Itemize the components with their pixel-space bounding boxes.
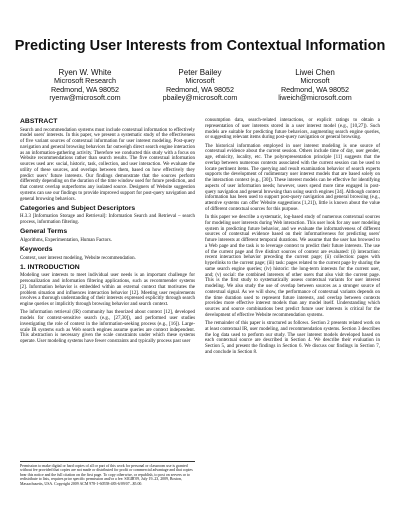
author-name: Liwei Chen — [295, 68, 335, 77]
keywords-heading: Keywords — [20, 246, 53, 253]
terms-heading: General Terms — [20, 228, 68, 236]
author-city: Redmond, WA 98052 — [165, 84, 235, 94]
categories-text: H.3.3 [Information Storage and Retrieval]: Information Search and Retrieval – search process, information filtering. — [20, 214, 195, 225]
left-column — [20, 118, 195, 504]
author-affiliation: Microsoft — [185, 76, 215, 86]
body-paragraph: consumption data, search-related interactions, or explicit ratings to obtain a representation of user interests stored in a user interest model (e.g., [10,27]). Such models are suitable for predicting future behaviors, augmenting search engine queries, or suggesting relevant items during post-query navigation or general browsing. — [205, 118, 380, 141]
author-city: Redmond, WA 98052 — [280, 84, 350, 94]
terms-text: Algorithms, Experimentation, Human Factors. — [20, 237, 112, 243]
author-1 — [20, 69, 150, 103]
author-2 — [135, 69, 265, 103]
body-paragraph: The historical information employed in user interest modeling is one source of contextual evidence about the current session. Others include time of day, user gender, age, ethnicity, locality, etc. The polyrepresentation principle [11] suggests that the overlap between numerous contexts associated with the current session can be used to locate pertinent items. The querying and result examination behavior of search experts supports the development of rudimentary user interest models that are based solely on the interaction context (e.g., [30]). These interest models can be effective for identifying aspects of user information needs; however, users spend more time engaged in post-query navigation and general browsing than using search engines [34]. Although context information has been used to support post-query navigation and general browsing (e.g., attentive systems can offer Website suggestions [1,21]), little is known about the value of different contextual sources for this purpose. — [205, 143, 380, 212]
right-column — [205, 118, 380, 504]
categories-heading: Categories and Subject Descriptors — [20, 204, 136, 212]
introduction-heading: 1. INTRODUCTION — [20, 263, 80, 271]
author-name: Ryen W. White — [58, 68, 112, 77]
author-email: ryenw@microsoft.com — [49, 93, 121, 103]
body-paragraph: In this paper we describe a systematic, log-based study of numerous contextual sources for modeling user interests during Web interaction. This user look for any user modeling system in predicting future behavior, and we evaluate the informativeness of different sources of contextual evidence based on their informativeness for predicting users' future interests at different temporal durations. We assume that the user has browsed to a Web page and the task is to leverage context to predict their future interests. The use of the current page and five distinct sources of context are evaluated: (i) interaction: recent interaction behavior preceding the current page; (ii) collection: pages with hyperlinks to the current page; (iii) task: pages related to the current page by sharing the same search engine queries; (iv) historic: the long-term interests for the current user, and; (v) social: the combined interests of other users that also visit the current page. This is the first study to systematically assess contextual variants for user interest modeling. We also study the use of overlap between sources as a stronger source of contextual signal. As we will show, the performance of contextual variants depends on the time duration used to represent future interests, and overlap between contexts provides more effective interest models than any model itself. Understanding which sources and source combinations best predict future user interests is critical for the development of effective Website recommendation systems. — [205, 215, 380, 318]
author-name: Peter Bailey — [178, 68, 222, 77]
introduction-paragraph: The information retrieval (IR) community has theorized about context [12], developed models for context-sensitive search (e.g., [27,30]), and performed user studies investigating the role of context in the information-seeking process (e.g., [16]). Large-scale IR systems such as Web search engines assume queries are context independent. This abstraction is necessary given the scale constraints under which these systems operate. User modeling systems have fewer constraints and typically process past user — [20, 310, 195, 344]
author-email: pbailey@microsoft.com — [162, 93, 238, 103]
abstract-heading: ABSTRACT — [20, 118, 58, 125]
abstract-text: Search and recommendation systems must include contextual information to effectively model users' interests. In this paper, we present a systematic study of the effectiveness of five variant sources of contextual information for user interest modeling. Post-query navigation and general browsing behaviors far outweigh direct search engine interaction as an information-gathering activity. Therefore we conducted this study with a focus on Website recommendations rather than search results. The five contextual information sources used are: social, historic, task, collection, and user interaction. We evaluate the utility of these sources, and overlaps between them, based on how effectively they predict users' future interests. Our findings demonstrate that the sources perform differently depending on the duration of the time window used for future prediction, and that context overlap outperforms any isolated source. Designers of Website suggestion systems can use our findings to provide improved support for post-query navigation and general browsing behaviors. — [20, 127, 195, 202]
body-paragraph: The remainder of this paper is structured as follows. Section 2 presents related work on at least contextual IR, user modeling, and recommendation systems. Section 3 describes the log data used to perform our study. The user interest models developed based on each contextual source are described in Section 4. We describe their evaluation in Section 5, and present the findings in Section 6. We discuss our findings in Section 7, and conclude in Section 8. — [205, 321, 380, 355]
copyright-footnote: Permission to make digital or hard copies of all or part of this work for personal or classroom use is granted without fee provided that copies are not made or distributed for profit or commercial advantage and that copies bear this notice and the full citation on the first page. To copy otherwise, or republish, to post on servers or to redistribute to lists, requires prior specific permission and/or a fee. SIGIR'09, July 19–23, 2009, Boston, Massachusetts, USA. Copyright 2009 ACM 978-1-60558-483-6/09/07...$5.00. — [20, 461, 195, 486]
paper-title: Predicting User Interests from Contextual Information — [14, 38, 386, 54]
introduction-paragraph: Modeling user interests to meet individual user needs is an important challenge for personalization and information filtering applications, such as recommender systems [2]. Information behavior is embedded within an external context that motivates the problem situation and influences interaction behavior [12]. Meeting user requirements involves a thorough understanding of their interests expressed explicitly through search engine queries or implicitly through browsing behavior and search context. — [20, 273, 195, 307]
author-city: Redmond, WA 98052 — [50, 84, 120, 94]
author-block — [20, 69, 380, 111]
author-3 — [250, 69, 380, 103]
author-affiliation: Microsoft — [300, 76, 330, 86]
author-affiliation: Microsoft Research — [54, 76, 116, 86]
author-email: liweich@microsoft.com — [278, 93, 352, 103]
keywords-text: Context, user interest modeling, Website recommendation. — [20, 255, 136, 261]
